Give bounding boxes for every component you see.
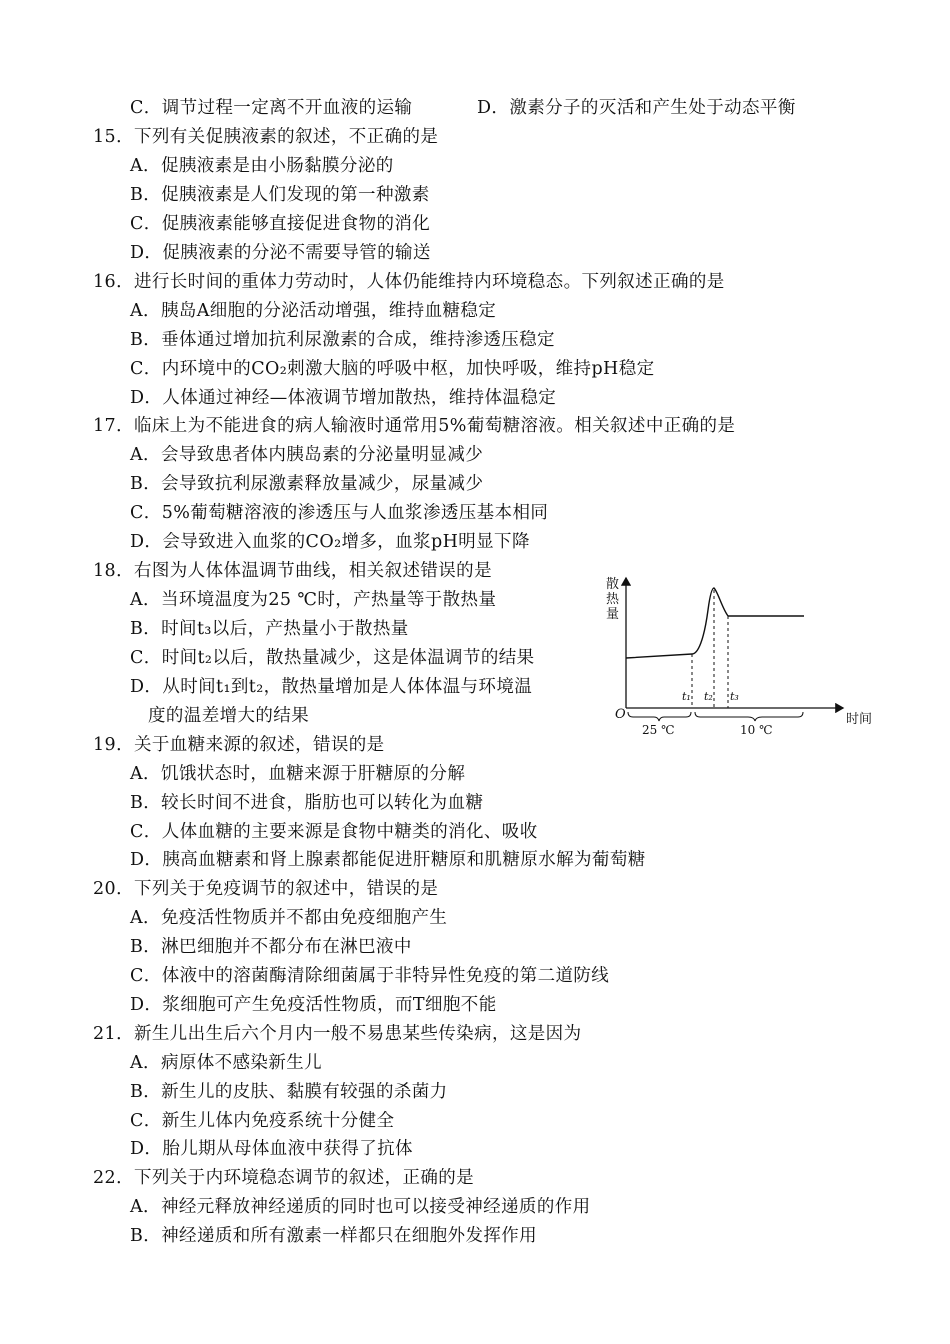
range-label-25: 25 ℃: [642, 723, 675, 737]
heat-dissipation-curve: [626, 588, 804, 658]
q20-option-a: A．免疫活性物质并不都由免疫细胞产生: [130, 908, 448, 928]
question-19-stem: 19．关于血糖来源的叙述，错误的是: [93, 735, 385, 755]
q21-option-a: A．病原体不感染新生儿: [130, 1053, 323, 1073]
q17-option-d: D．会导致进入血浆的CO₂增多，血浆pH明显下降: [130, 532, 530, 552]
range-label-10: 10 ℃: [740, 723, 773, 737]
q17-option-b: B．会导致抗利尿激素释放量减少，尿量减少: [130, 474, 484, 494]
q20-option-b: B．淋巴细胞并不都分布在淋巴液中: [130, 937, 412, 957]
heat-curve-svg: [598, 570, 888, 740]
q18-option-d-continued: 度的温差增大的结果: [148, 706, 310, 726]
q19-option-d: D．胰高血糖素和肾上腺素都能促进肝糖原和肌糖原水解为葡萄糖: [130, 850, 646, 870]
q22-option-b: B．神经递质和所有激素一样都只在细胞外发挥作用: [130, 1226, 538, 1246]
q14-option-c: C．调节过程一定离不开血液的运输: [130, 98, 413, 118]
question-15-stem: 15．下列有关促胰液素的叙述，不正确的是: [93, 127, 439, 147]
q18-option-c: C．时间t₂以后，散热量减少，这是体温调节的结果: [130, 648, 535, 668]
question-20-stem: 20．下列关于免疫调节的叙述中，错误的是: [93, 879, 439, 899]
heat-dissipation-figure: [598, 570, 888, 740]
q14-option-d: D．激素分子的灭活和产生处于动态平衡: [477, 98, 796, 118]
range-brace-10: [695, 712, 803, 721]
q15-option-d: D．促胰液素的分泌不需要导管的输送: [130, 243, 431, 263]
t1-label: t₁: [682, 690, 691, 703]
question-18-stem: 18．右图为人体体温调节曲线，相关叙述错误的是: [93, 561, 492, 581]
q20-option-d: D．浆细胞可产生免疫活性物质，而T细胞不能: [130, 995, 497, 1015]
q19-option-c: C．人体血糖的主要来源是食物中糖类的消化、吸收: [130, 822, 538, 842]
q21-option-d: D．胎儿期从母体血液中获得了抗体: [130, 1139, 413, 1159]
q15-option-c: C．促胰液素能够直接促进食物的消化: [130, 214, 431, 234]
q17-option-c: C．5%葡萄糖溶液的渗透压与人血浆渗透压基本相同: [130, 503, 549, 523]
y-label-char-2: 热: [606, 592, 620, 607]
q19-option-b: B．较长时间不进食，脂肪也可以转化为血糖: [130, 793, 484, 813]
q20-option-c: C．体液中的溶菌酶清除细菌属于非特异性免疫的第二道防线: [130, 966, 610, 986]
question-17-stem: 17．临床上为不能进食的病人输液时通常用5%葡萄糖溶液。相关叙述中正确的是: [93, 416, 736, 436]
q15-option-b: B．促胰液素是人们发现的第一种激素: [130, 185, 430, 205]
question-22-stem: 22．下列关于内环境稳态调节的叙述，正确的是: [93, 1168, 475, 1188]
q15-option-a: A．促胰液素是由小肠黏膜分泌的: [130, 156, 394, 176]
question-16-stem: 16．进行长时间的重体力劳动时，人体仍能维持内环境稳态。下列叙述正确的是: [93, 272, 725, 292]
q21-option-b: B．新生儿的皮肤、黏膜有较强的杀菌力: [130, 1082, 448, 1102]
q16-option-c: C．内环境中的CO₂刺激大脑的呼吸中枢，加快呼吸，维持pH稳定: [130, 359, 655, 379]
q18-option-a: A．当环境温度为25 ℃时，产热量等于散热量: [130, 590, 497, 610]
q21-option-c: C．新生儿体内免疫系统十分健全: [130, 1111, 395, 1131]
q16-option-b: B．垂体通过增加抗利尿激素的合成，维持渗透压稳定: [130, 330, 555, 350]
q22-option-a: A．神经元释放神经递质的同时也可以接受神经递质的作用: [130, 1197, 591, 1217]
t3-label: t₃: [730, 690, 739, 703]
q16-option-d: D．人体通过神经—体液调节增加散热，维持体温稳定: [130, 388, 557, 408]
q18-option-b: B．时间t₃以后，产热量小于散热量: [130, 619, 409, 639]
q16-option-a: A．胰岛A细胞的分泌活动增强，维持血糖稳定: [130, 301, 497, 321]
y-label-char-3: 量: [606, 607, 620, 622]
question-21-stem: 21．新生儿出生后六个月内一般不易患某些传染病，这是因为: [93, 1024, 582, 1044]
range-brace-25: [628, 712, 691, 721]
origin-label: O: [615, 707, 626, 722]
q17-option-a: A．会导致患者体内胰岛素的分泌量明显减少: [130, 445, 484, 465]
x-label: 时间: [846, 712, 873, 727]
y-label-char-1: 散: [606, 577, 620, 592]
q19-option-a: A．饥饿状态时，血糖来源于肝糖原的分解: [130, 764, 466, 784]
q18-option-d: D．从时间t₁到t₂，散热量增加是人体体温与环境温: [130, 677, 533, 697]
t2-label: t₂: [704, 690, 713, 703]
